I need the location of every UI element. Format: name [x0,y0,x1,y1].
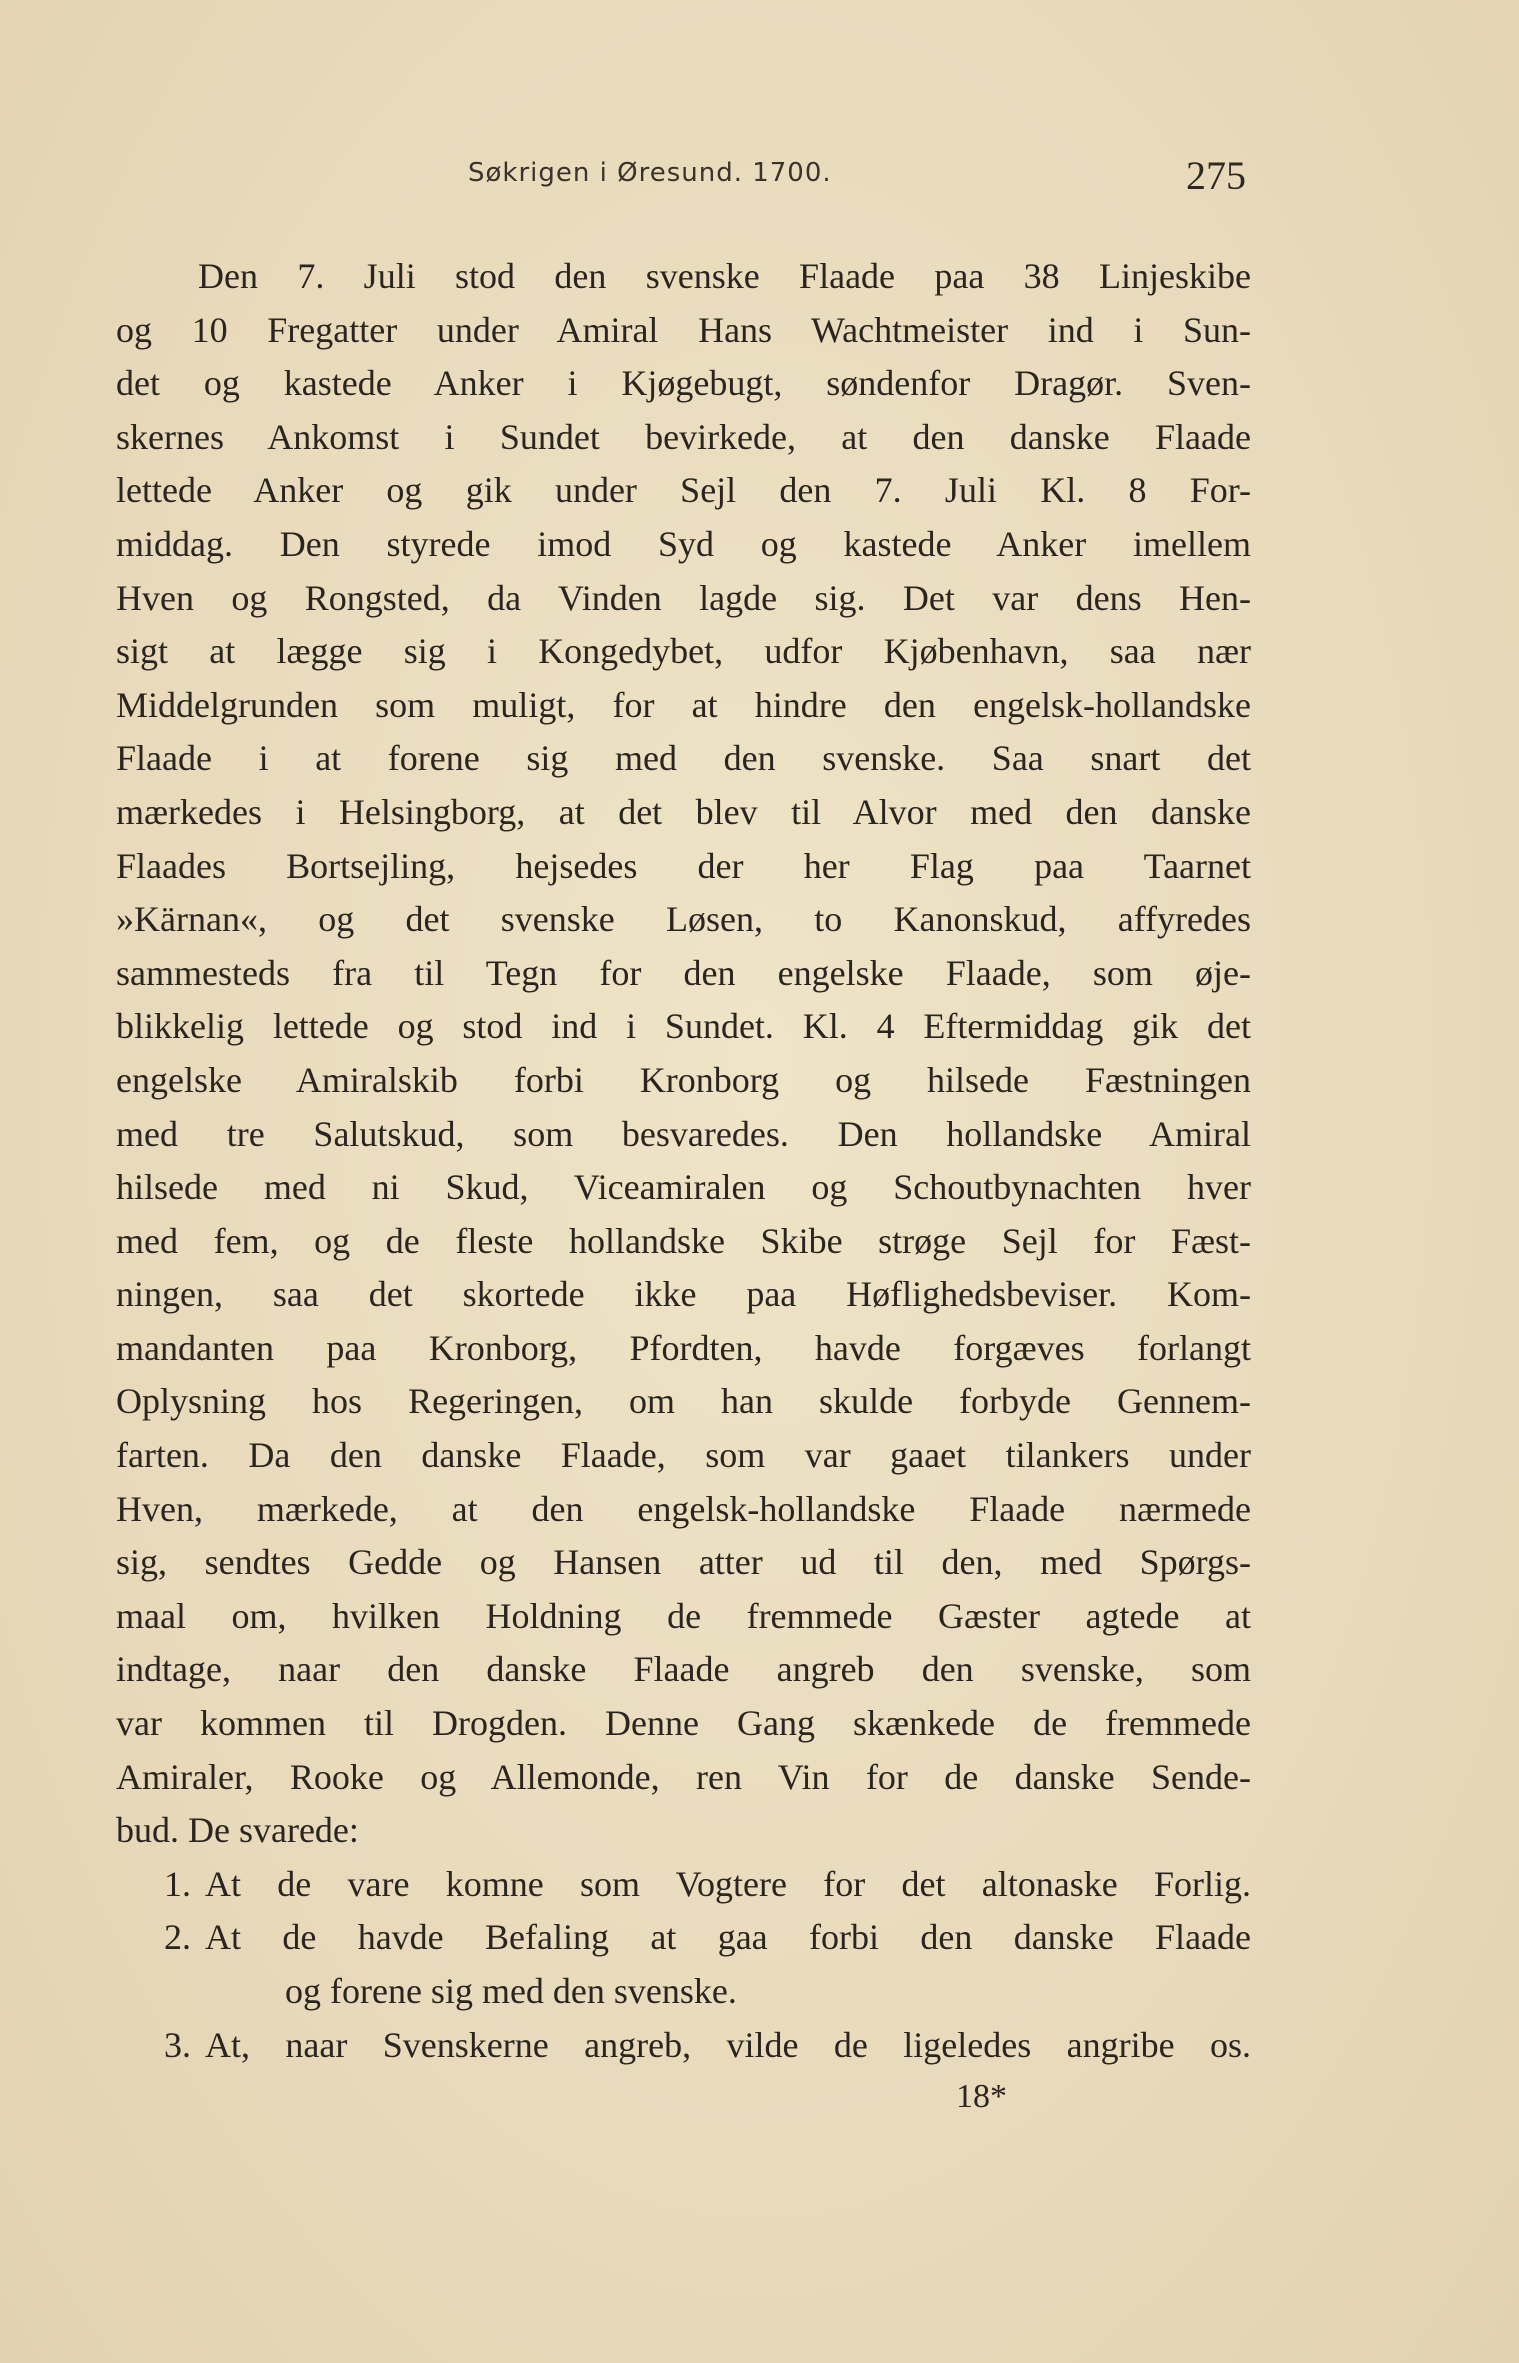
text-line: var kommen til Drogden. Denne Gang skænkede de fremmede [116,1703,1251,1744]
text-line: Amiraler, Rooke og Allemonde, ren Vin for de danske Sende- [116,1756,1251,1797]
text-line: bud. De svarede: [116,1810,359,1851]
text-line: »Kärnan«, og det svenske Løsen, to Kanonskud, affyredes [116,899,1251,940]
text-line: med fem, og de fleste hollandske Skibe strøge Sejl for Fæst- [116,1220,1251,1261]
text-line: mærkedes i Helsingborg, at det blev til Alvor med den danske [116,791,1251,832]
text-line: sigt at lægge sig i Kongedybet, udfor Kjøbenhavn, saa nær [116,631,1251,672]
text-line: med tre Salutskud, som besvaredes. Den hollandske Amiral [116,1113,1251,1154]
text-line: og 10 Fregatter under Amiral Hans Wachtmeister ind i Sun- [116,309,1251,350]
running-title: Søkrigen i Øresund. 1700. [468,158,832,188]
page-number: 275 [1186,153,1246,198]
text-line: det og kastede Anker i Kjøgebugt, søndenfor Dragør. Sven- [116,363,1251,404]
text-line: Middelgrunden som muligt, for at hindre den engelsk-hollandske [116,684,1251,725]
text-line: blikkelig lettede og stod ind i Sundet. Kl. 4 Eftermiddag gik det [116,1006,1251,1047]
list-number: 3. [164,2024,191,2065]
text-line: farten. Da den danske Flaade, som var gaaet tilankers under [116,1435,1251,1476]
body-text [116,250,1251,2072]
text-line: engelske Amiralskib forbi Kronborg og hilsede Fæstningen [116,1059,1251,1100]
text-line: Hven, mærkede, at den engelsk-hollandske Flaade nærmede [116,1488,1251,1529]
text-line: Hven og Rongsted, da Vinden lagde sig. Det var dens Hen- [116,577,1251,618]
text-line: Den 7. Juli stod den svenske Flaade paa 38 Linjeskibe [198,256,1251,296]
text-line: ningen, saa det skortede ikke paa Høflighedsbeviser. Kom- [116,1274,1251,1315]
text-line: hilsede med ni Skud, Viceamiralen og Schoutbynachten hver [116,1167,1251,1208]
signature-mark: 18* [956,2078,1007,2115]
text-line: mandanten paa Kronborg, Pfordten, havde forgæves forlangt [116,1327,1251,1368]
list-item [116,2019,1251,2073]
list-item [116,1911,1251,1965]
list-text: At de vare komne som Vogtere for det altonaske Forlig. [205,1863,1251,1904]
text-line: Flaade i at forene sig med den svenske. Saa snart det [116,738,1251,779]
text-line: sig, sendtes Gedde og Hansen atter ud til den, med Spørgs- [116,1542,1251,1583]
list-item [116,1858,1251,1912]
text-line: sammesteds fra til Tegn for den engelske Flaade, som øje- [116,952,1251,993]
text-line: maal om, hvilken Holdning de fremmede Gæster agtede at [116,1595,1251,1636]
list-number: 1. [164,1863,191,1904]
text-line: Flaades Bortsejling, hejsedes der her Flag paa Taarnet [116,845,1251,886]
list-number [116,1965,205,2019]
text-line: indtage, naar den danske Flaade angreb den svenske, som [116,1649,1251,1690]
text-line: Oplysning hos Regeringen, om han skulde forbyde Gennem- [116,1381,1251,1422]
list-number: 2. [164,1917,191,1958]
text-line: skernes Ankomst i Sundet bevirkede, at den danske Flaade [116,416,1251,457]
text-line: lettede Anker og gik under Sejl den 7. Juli Kl. 8 For- [116,470,1251,511]
list-text: og forene sig med den svenske. [285,1971,737,2011]
list-text: At, naar Svenskerne angreb, vilde de ligeledes angribe os. [205,2024,1251,2065]
page-header [468,152,1258,202]
text-line: middag. Den styrede imod Syd og kastede Anker imellem [116,523,1251,564]
list-text: At de havde Befaling at gaa forbi den danske Flaade [205,1917,1251,1958]
list-item-continuation [116,1965,1251,2019]
